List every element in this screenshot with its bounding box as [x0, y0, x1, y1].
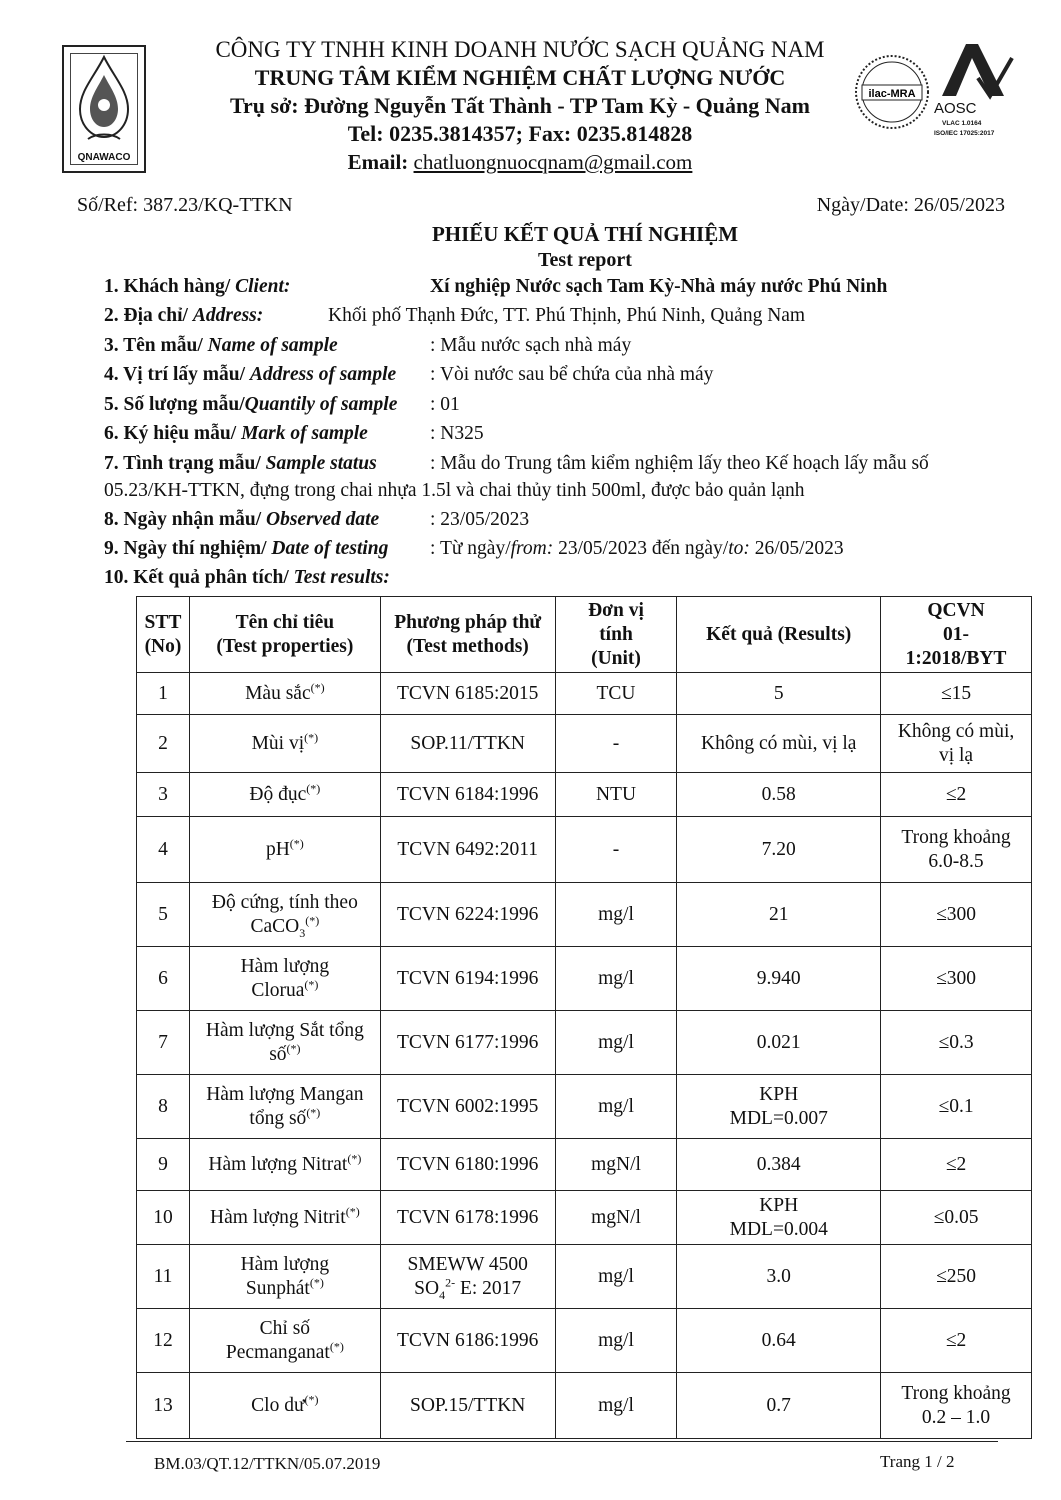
cell-result: KPH MDL=0.004 [677, 1191, 881, 1245]
cell-no: 2 [137, 715, 190, 773]
cell-standard: ≤300 [881, 947, 1032, 1011]
cell-result: 21 [677, 883, 881, 947]
sample-quantity-field [104, 394, 460, 416]
testing-to-label: to: [728, 538, 750, 559]
footer-divider [126, 1441, 998, 1442]
cell-result: KPH MDL=0.007 [677, 1075, 881, 1139]
aosc-iso: ISO/IEC 17025:2017 [934, 130, 995, 137]
cell-method: TCVN 6185:2015 [380, 673, 555, 715]
address-field [104, 305, 806, 327]
sample-mark-label-en: Mark of sample [241, 423, 368, 444]
cell-method: TCVN 6177:1996 [380, 1011, 555, 1075]
sample-quantity-label: 5. Số lượng mẫu/ [104, 394, 245, 415]
testing-from-label: from: [510, 538, 554, 559]
sample-mark-label: 6. Ký hiệu mẫu/ [104, 423, 242, 444]
cell-property: Clo dư(*) [189, 1373, 380, 1439]
cell-property: Độ cứng, tính theo CaCO$_3$(*) [189, 883, 380, 947]
cell-no: 3 [137, 773, 190, 817]
cell-unit: - [555, 817, 677, 883]
cell-unit: mg/l [555, 1011, 677, 1075]
received-date-field [104, 509, 530, 531]
cell-standard: ≤300 [881, 883, 1032, 947]
testing-from-date: 23/05/2023 đến ngày/ [553, 538, 729, 559]
cell-method: TCVN 6224:1996 [380, 883, 555, 947]
cell-method: TCVN 6186:1996 [380, 1309, 555, 1373]
header-standard: QCVN 01- 1:2018/BYT [881, 597, 1032, 673]
cell-no: 6 [137, 947, 190, 1011]
cell-no: 13 [137, 1373, 190, 1439]
testing-date-label-en: Date of testing [271, 538, 389, 559]
form-code: BM.03/QT.12/TTKN/05.07.2019 [154, 1454, 381, 1473]
cell-unit: mg/l [555, 1075, 677, 1139]
sample-status-field [104, 453, 929, 475]
cell-unit: mg/l [555, 1309, 677, 1373]
cell-standard: Không có mùi, vị lạ [881, 715, 1032, 773]
sample-name-label-en: Name of sample [207, 335, 338, 356]
cell-standard: ≤0.3 [881, 1011, 1032, 1075]
cell-no: 4 [137, 817, 190, 883]
cell-unit: - [555, 715, 677, 773]
client-label: 1. Khách hàng/ [104, 276, 236, 297]
cell-unit: mg/l [555, 883, 677, 947]
sample-quantity-label-en: Quantily of sample [244, 394, 398, 415]
cell-no: 7 [137, 1011, 190, 1075]
address-label-en: Address: [192, 305, 264, 326]
reference-number: Số/Ref: 387.23/KQ-TTKN [77, 194, 293, 216]
table-row [137, 673, 1032, 715]
phone-fax: Tel: 0235.3814357; Fax: 0235.814828 [347, 121, 693, 146]
aosc-vlac: VLAC 1.0164 [942, 120, 982, 127]
cell-standard: ≤2 [881, 1309, 1032, 1373]
table-row [137, 817, 1032, 883]
report-date: Ngày/Date: 26/05/2023 [816, 194, 1005, 216]
cell-result: 0.7 [677, 1373, 881, 1439]
cell-property: Hàm lượng Sắt tổng số(*) [189, 1011, 380, 1075]
sample-quantity-value: : 01 [430, 394, 460, 415]
cell-method: TCVN 6180:1996 [380, 1139, 555, 1191]
cell-standard: ≤0.1 [881, 1075, 1032, 1139]
cell-no: 12 [137, 1309, 190, 1373]
ilac-mra-logo [852, 52, 932, 132]
testing-to-date: 26/05/2023 [749, 538, 844, 559]
table-row [137, 1011, 1032, 1075]
cell-property: Chỉ số Pecmanganat(*) [189, 1309, 380, 1373]
cell-result: 0.021 [677, 1011, 881, 1075]
cell-unit: mg/l [555, 1373, 677, 1439]
cell-result: 7.20 [677, 817, 881, 883]
email-link[interactable]: chatluongnuocqnam@gmail.com [413, 150, 693, 174]
header-stt: STT (No) [137, 597, 190, 673]
cell-standard: ≤250 [881, 1245, 1032, 1309]
cell-property: Độ đục(*) [189, 773, 380, 817]
cell-result: 0.384 [677, 1139, 881, 1191]
logo-text: QNAWACO [77, 152, 131, 163]
report-subtitle: Test report [538, 249, 632, 271]
sample-mark-value: : N325 [430, 423, 484, 444]
company-name: CÔNG TY TNHH KINH DOANH NƯỚC SẠCH QUẢNG NAM [215, 37, 825, 62]
sample-status-value-2: 05.23/KH-TTKN, đựng trong chai nhựa 1.5l và chai thủy tinh 500ml, được bảo quản lạnh [104, 480, 805, 501]
cell-result: Không có mùi, vị lạ [677, 715, 881, 773]
table-header-row [137, 597, 1032, 673]
qnawaco-logo [62, 45, 146, 173]
address-value: Khối phố Thạnh Đức, TT. Phú Thịnh, Phú Ninh, Quảng Nam [328, 305, 806, 326]
table-row [137, 1191, 1032, 1245]
cell-property: Hàm lượng Nitrit(*) [189, 1191, 380, 1245]
ilac-text: ilac-MRA [868, 88, 916, 100]
cell-property: Màu sắc(*) [189, 673, 380, 715]
sample-name-value: : Mẫu nước sạch nhà máy [430, 335, 632, 356]
sample-name-label: 3. Tên mẫu/ [104, 335, 208, 356]
ilac-seal-icon [852, 52, 932, 132]
testing-date-label: 9. Ngày thí nghiệm/ [104, 538, 272, 559]
cell-method: SOP.11/TTKN [380, 715, 555, 773]
cell-no: 1 [137, 673, 190, 715]
aosc-logo [932, 38, 1014, 150]
sample-location-label: 4. Vị trí lấy mẫu/ [104, 364, 250, 385]
cell-property: Mùi vị(*) [189, 715, 380, 773]
cell-no: 8 [137, 1075, 190, 1139]
aosc-name: AOSC [934, 100, 977, 117]
center-name: TRUNG TÂM KIỂM NGHIỆM CHẤT LƯỢNG NƯỚC [254, 65, 786, 90]
sample-location-label-en: Address of sample [249, 364, 397, 385]
testing-prefix: : Từ ngày/ [430, 538, 511, 559]
letterhead [0, 30, 1061, 180]
received-date-label: 8. Ngày nhận mẫu/ [104, 509, 266, 530]
test-results-label-en: Test results: [293, 567, 390, 588]
table-row [137, 883, 1032, 947]
cell-standard: ≤15 [881, 673, 1032, 715]
cell-result: 3.0 [677, 1245, 881, 1309]
cell-property: Hàm lượng Sunphát(*) [189, 1245, 380, 1309]
cell-unit: mg/l [555, 947, 677, 1011]
test-results-table [136, 596, 1032, 1439]
cell-method: TCVN 6194:1996 [380, 947, 555, 1011]
sample-status-label: 7. Tình trạng mẫu/ [104, 453, 266, 474]
cell-property: Hàm lượng Clorua(*) [189, 947, 380, 1011]
header-test-properties: Tên chỉ tiêu (Test properties) [189, 597, 380, 673]
cell-unit: TCU [555, 673, 677, 715]
cell-result: 0.58 [677, 773, 881, 817]
page-number: Trang 1 / 2 [880, 1452, 955, 1471]
client-value: Xí nghiệp Nước sạch Tam Kỳ-Nhà máy nước Phú Ninh [430, 276, 888, 297]
header-results: Kết quả (Results) [677, 597, 881, 673]
address-label: 2. Địa chỉ/ [104, 305, 193, 326]
cell-result: 5 [677, 673, 881, 715]
sample-status-continuation [104, 480, 805, 502]
header-test-methods: Phương pháp thử (Test methods) [380, 597, 555, 673]
cell-property: Hàm lượng Mangan tổng số(*) [189, 1075, 380, 1139]
email-line [160, 148, 880, 176]
cell-no: 9 [137, 1139, 190, 1191]
test-results-heading [104, 567, 390, 589]
received-date-label-en: Observed date [266, 509, 380, 530]
report-title: PHIẾU KẾT QUẢ THÍ NGHIỆM [431, 222, 739, 246]
office-address: Trụ sở: Đường Nguyễn Tất Thành - TP Tam Kỳ - Quảng Nam [230, 93, 810, 118]
cell-standard: Trong khoảng 6.0-8.5 [881, 817, 1032, 883]
table-row [137, 947, 1032, 1011]
table-row [137, 773, 1032, 817]
cell-unit: mg/l [555, 1245, 677, 1309]
table-row [137, 1139, 1032, 1191]
testing-date-field [104, 538, 844, 560]
table-row [137, 1373, 1032, 1439]
cell-unit: NTU [555, 773, 677, 817]
cell-method: TCVN 6492:2011 [380, 817, 555, 883]
cell-method: TCVN 6184:1996 [380, 773, 555, 817]
water-drop-logo-icon [68, 53, 140, 147]
cell-standard: ≤2 [881, 1139, 1032, 1191]
cell-unit: mgN/l [555, 1191, 677, 1245]
sample-name-field [104, 335, 632, 357]
cell-no: 5 [137, 883, 190, 947]
table-row [137, 1309, 1032, 1373]
cell-method: TCVN 6178:1996 [380, 1191, 555, 1245]
cell-method: TCVN 6002:1995 [380, 1075, 555, 1139]
cell-method: SMEWW 4500 $SO_4^{2-}$ E: 2017 [380, 1245, 555, 1309]
testing-date-value [430, 538, 844, 560]
sample-status-label-en: Sample status [265, 453, 377, 474]
received-date-value: : 23/05/2023 [430, 509, 530, 530]
table-row [137, 715, 1032, 773]
cell-standard: ≤0.05 [881, 1191, 1032, 1245]
cell-standard: Trong khoảng 0.2 – 1.0 [881, 1373, 1032, 1439]
cell-no: 10 [137, 1191, 190, 1245]
aosc-triangle-icon [932, 38, 1014, 100]
table-row [137, 1245, 1032, 1309]
sample-location-value: : Vòi nước sau bể chứa của nhà máy [430, 364, 714, 385]
client-label-en: Client: [235, 276, 291, 297]
cell-property: pH(*) [189, 817, 380, 883]
cell-result: 0.64 [677, 1309, 881, 1373]
test-results-label: 10. Kết quả phân tích/ [104, 567, 294, 588]
cell-result: 9.940 [677, 947, 881, 1011]
email-label: Email: [347, 150, 414, 174]
sample-mark-field [104, 423, 484, 445]
cell-standard: ≤2 [881, 773, 1032, 817]
organization-block [160, 36, 880, 176]
sample-location-field [104, 364, 714, 386]
table-row [137, 1075, 1032, 1139]
header-unit: Đơn vị tính (Unit) [555, 597, 677, 673]
cell-unit: mgN/l [555, 1139, 677, 1191]
cell-method: SOP.15/TTKN [380, 1373, 555, 1439]
cell-property: Hàm lượng Nitrat(*) [189, 1139, 380, 1191]
cell-no: 11 [137, 1245, 190, 1309]
client-field [104, 276, 888, 298]
sample-status-value: : Mẫu do Trung tâm kiểm nghiệm lấy theo Kế hoạch lấy mẫu số [430, 453, 929, 474]
